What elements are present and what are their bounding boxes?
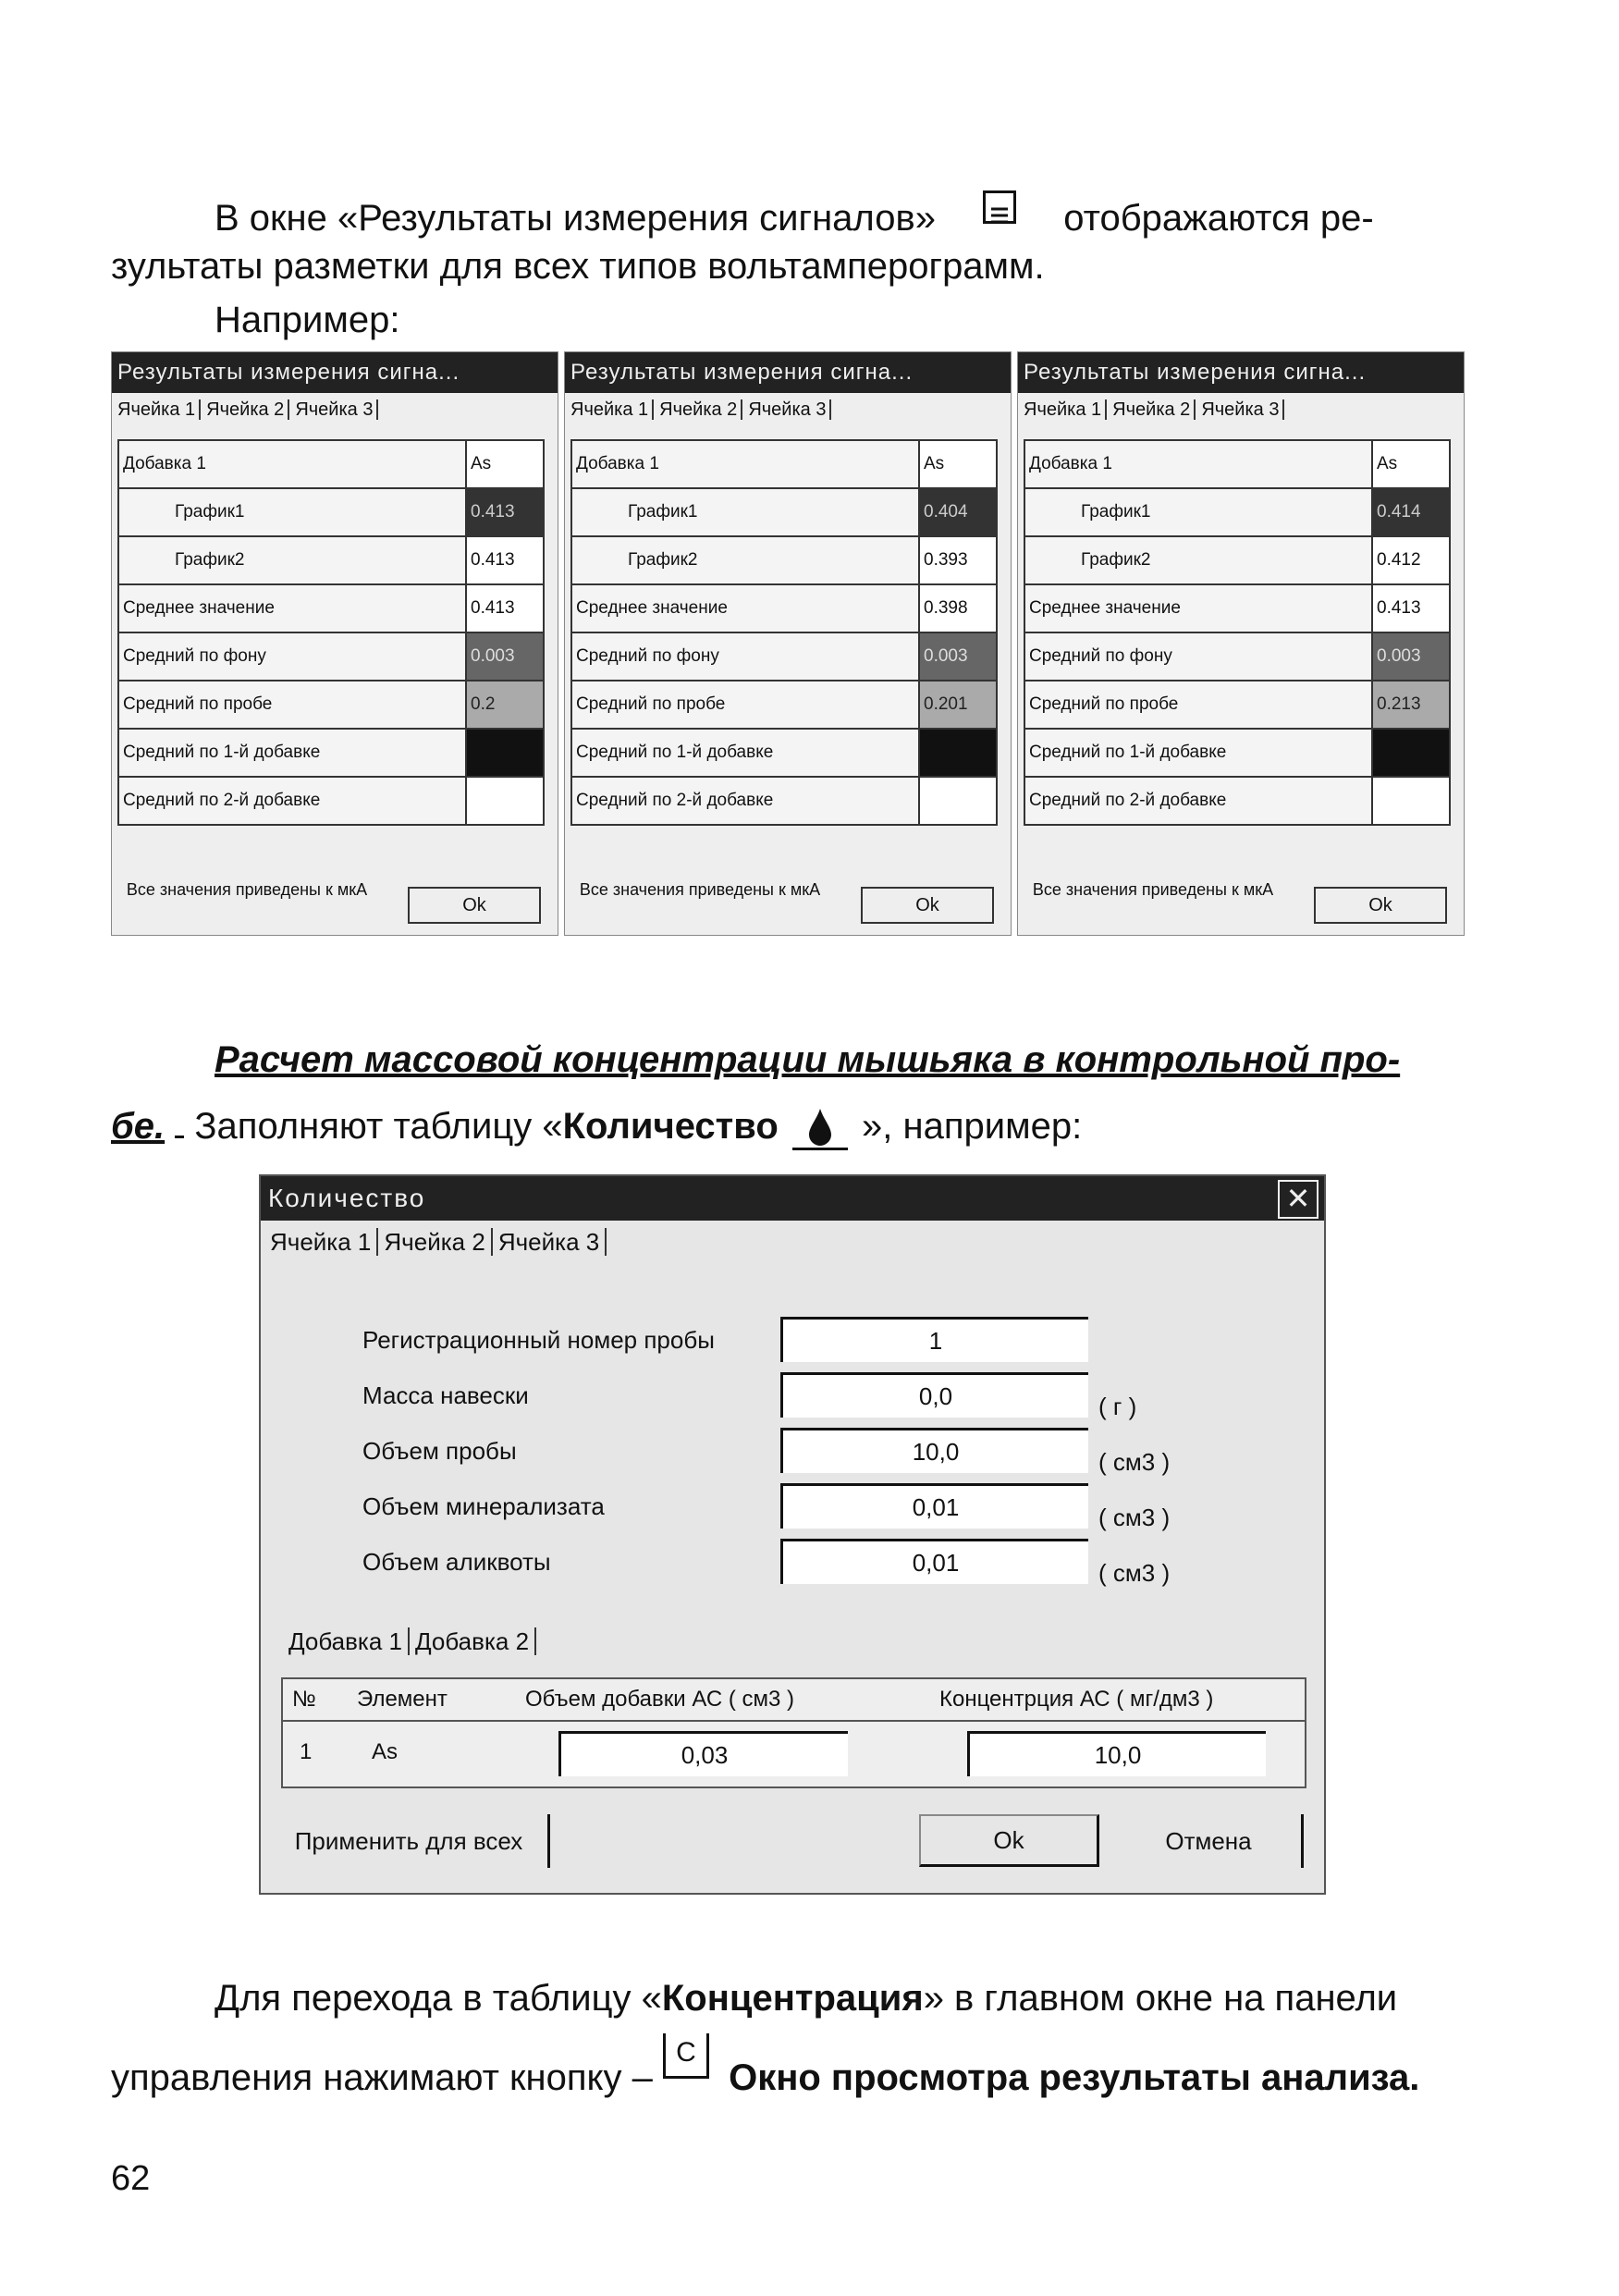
sample-volume-input[interactable]: 10,0 [780, 1428, 1088, 1473]
dialog-tabs [270, 1228, 612, 1257]
field-label-mineralizate: Объем минерализата [362, 1492, 605, 1520]
table-header [283, 1679, 1305, 1722]
row-value: 0.2 [466, 681, 544, 729]
table-row [1024, 488, 1450, 536]
col-concentration: Концентрция АС ( мг/дм3 ) [939, 1687, 1214, 1712]
ok-button[interactable]: Ok [1314, 887, 1447, 924]
bottom-line2-start: управления нажимают кнопку – [111, 2057, 653, 2098]
table-row [118, 488, 544, 536]
field-label-sample-volume: Объем пробы [362, 1437, 517, 1465]
row-value: 0.414 [1372, 488, 1450, 536]
results-window-icon [983, 190, 1016, 224]
col-element: Элемент [357, 1687, 448, 1712]
field-label-sample-number: Регистрационный номер пробы [362, 1326, 715, 1354]
row-value [1372, 777, 1450, 825]
results-window-cell3 [1017, 351, 1465, 936]
col-volume: Объем добавки АС ( см3 ) [525, 1687, 794, 1712]
tab-cell1[interactable]: Ячейка 1 [570, 399, 654, 420]
dialog-title: Количество [261, 1176, 1324, 1221]
quantity-drop-icon [792, 1107, 848, 1150]
row-value: 0.003 [919, 632, 997, 681]
table-row [571, 440, 997, 488]
mineralizate-volume-input[interactable]: 0,01 [780, 1483, 1088, 1529]
intro-paragraph [111, 194, 1516, 344]
tab-cell2[interactable]: Ячейка 2 [1112, 399, 1196, 420]
table-row [118, 536, 544, 584]
table-row [118, 584, 544, 632]
table-row [1024, 440, 1450, 488]
section-heading: Расчет массовой концентрации мышьяка в контрольной про- [215, 1039, 1401, 1080]
table-row [1024, 536, 1450, 584]
table-row [118, 632, 544, 681]
row-value: 0.413 [466, 536, 544, 584]
page-number: 62 [111, 2159, 151, 2198]
row-label: Средний по 2-й добавке [571, 777, 919, 825]
table-row [571, 536, 997, 584]
col-num: № [292, 1687, 316, 1712]
units-note: Все значения приведены к мкА [579, 880, 821, 899]
table-row [1024, 681, 1450, 729]
row-label: Средний по 2-й добавке [118, 777, 466, 825]
close-button[interactable]: ✕ [1278, 1180, 1319, 1219]
mass-input[interactable]: 0,0 [780, 1372, 1088, 1418]
header-label: Добавка 1 [571, 440, 919, 488]
table-row [1024, 632, 1450, 681]
row-label: График1 [118, 488, 466, 536]
tab-cell3[interactable]: Ячейка 3 [498, 1228, 607, 1256]
tab-addition2[interactable]: Добавка 2 [415, 1627, 536, 1655]
section-text-bold: Количество [562, 1106, 779, 1147]
table-row [1024, 584, 1450, 632]
row-label: График2 [118, 536, 466, 584]
window-title: Результаты измерения сигна... [112, 352, 558, 393]
results-table [1024, 439, 1451, 826]
results-window-cell1 [111, 351, 558, 936]
tab-cell3[interactable]: Ячейка 3 [1201, 399, 1284, 420]
field-label-mass: Масса навески [362, 1381, 529, 1409]
intro-line1-start: В окне «Результаты измерения сигналов» [215, 198, 936, 239]
section-text-after: », например: [862, 1106, 1083, 1147]
ok-button[interactable]: Ok [408, 887, 541, 924]
table-row [571, 632, 997, 681]
row-value: 0.393 [919, 536, 997, 584]
bottom-line1-bold: Концентрация [661, 1978, 924, 2019]
results-table [570, 439, 998, 826]
table-row [1024, 777, 1450, 825]
ok-button[interactable]: Ok [861, 887, 994, 924]
concentration-button-icon [663, 2033, 709, 2079]
row-num: 1 [300, 1739, 313, 1764]
row-label: Средний по фону [571, 632, 919, 681]
row-value: 0.413 [466, 584, 544, 632]
header-label: Добавка 1 [118, 440, 466, 488]
row-value: 0.404 [919, 488, 997, 536]
tab-cell3[interactable]: Ячейка 3 [295, 399, 378, 420]
window-tabs [112, 393, 558, 426]
cancel-button[interactable]: Отмена [1116, 1814, 1304, 1868]
table-row [118, 729, 544, 777]
intro-line3: Например: [215, 300, 400, 340]
addition-tabs [288, 1627, 542, 1656]
row-value: 0.201 [919, 681, 997, 729]
row-label: Среднее значение [118, 584, 466, 632]
results-table [117, 439, 545, 826]
section-heading-end: бе. [111, 1106, 166, 1147]
row-value [919, 729, 997, 777]
row-label: График2 [571, 536, 919, 584]
row-label: Средний по 2-й добавке [1024, 777, 1372, 825]
table-row [118, 777, 544, 825]
row-element: As [372, 1739, 399, 1764]
quantity-dialog [259, 1174, 1326, 1895]
table-row [571, 681, 997, 729]
row-value [466, 777, 544, 825]
row-value: 0.213 [1372, 681, 1450, 729]
table-row [571, 777, 997, 825]
row-value [466, 729, 544, 777]
mass-unit: ( г ) [1098, 1393, 1137, 1420]
header-value: As [919, 440, 997, 488]
table-row [571, 488, 997, 536]
row-label: Среднее значение [571, 584, 919, 632]
results-window-cell2 [564, 351, 1012, 936]
row-value: 0.413 [1372, 584, 1450, 632]
section-text-before: Заполняют таблицу « [194, 1106, 563, 1147]
bottom-line1-start: Для перехода в таблицу « [215, 1978, 662, 2019]
addition-concentration-input[interactable]: 10,0 [967, 1731, 1266, 1776]
bottom-paragraph [111, 1974, 1553, 2102]
tab-cell1[interactable]: Ячейка 1 [117, 399, 201, 420]
intro-line1-end: отображаются ре- [1063, 198, 1374, 239]
row-value: 0.413 [466, 488, 544, 536]
bottom-line2-bold: Окно просмотра результаты анализа. [729, 2057, 1420, 2098]
row-label: Среднее значение [1024, 584, 1372, 632]
tab-cell2[interactable]: Ячейка 2 [659, 399, 742, 420]
mineralizate-unit: ( см3 ) [1098, 1504, 1171, 1531]
row-value: 0.003 [1372, 632, 1450, 681]
row-value: 0.003 [466, 632, 544, 681]
row-value [919, 777, 997, 825]
row-label: Средний по 1-й добавке [571, 729, 919, 777]
tab-cell1[interactable]: Ячейка 1 [1024, 399, 1107, 420]
window-tabs [565, 393, 1011, 426]
additions-table [281, 1677, 1306, 1788]
window-title: Результаты измерения сигна... [565, 352, 1011, 393]
row-value: 0.412 [1372, 536, 1450, 584]
window-title: Результаты измерения сигна... [1018, 352, 1464, 393]
header-value: As [466, 440, 544, 488]
table-row [118, 681, 544, 729]
apply-all-button[interactable]: Применить для всех [270, 1814, 550, 1868]
row-label: График1 [571, 488, 919, 536]
table-row [1024, 729, 1450, 777]
aliquot-unit: ( см3 ) [1098, 1559, 1171, 1587]
row-label: График2 [1024, 536, 1372, 584]
intro-line2: зультаты разметки для всех типов вольтамперограмм. [111, 246, 1045, 287]
tab-cell3[interactable]: Ячейка 3 [748, 399, 831, 420]
field-label-aliquot: Объем аликвоты [362, 1548, 551, 1576]
row-label: Средний по 1-й добавке [1024, 729, 1372, 777]
row-label: Средний по фону [1024, 632, 1372, 681]
concentration-button-letter: C [676, 2037, 696, 2068]
ok-button[interactable]: Ok [919, 1814, 1099, 1867]
tab-addition1[interactable]: Добавка 1 [288, 1627, 410, 1655]
tab-cell1[interactable]: Ячейка 1 [270, 1228, 378, 1256]
sample-volume-unit: ( см3 ) [1098, 1448, 1171, 1476]
bottom-line1-end: » в главном окне на панели [923, 1978, 1398, 2019]
table-row [118, 440, 544, 488]
row-label: Средний по 1-й добавке [118, 729, 466, 777]
row-label: График1 [1024, 488, 1372, 536]
header-label: Добавка 1 [1024, 440, 1372, 488]
row-label: Средний по пробе [1024, 681, 1372, 729]
row-label: Средний по пробе [571, 681, 919, 729]
units-note: Все значения приведены к мкА [126, 880, 368, 899]
addition-volume-input[interactable]: 0,03 [558, 1731, 848, 1776]
row-value [1372, 729, 1450, 777]
window-tabs [1018, 393, 1464, 426]
tab-cell2[interactable]: Ячейка 2 [206, 399, 289, 420]
row-value: 0.398 [919, 584, 997, 632]
table-row [571, 584, 997, 632]
table-row [283, 1724, 1305, 1781]
tab-cell2[interactable]: Ячейка 2 [384, 1228, 492, 1256]
sample-number-input[interactable]: 1 [780, 1317, 1088, 1362]
row-label: Средний по пробе [118, 681, 466, 729]
units-note: Все значения приведены к мкА [1032, 880, 1274, 899]
section-block [111, 1036, 1516, 1150]
table-row [571, 729, 997, 777]
aliquot-volume-input[interactable]: 0,01 [780, 1539, 1088, 1584]
row-label: Средний по фону [118, 632, 466, 681]
header-value: As [1372, 440, 1450, 488]
